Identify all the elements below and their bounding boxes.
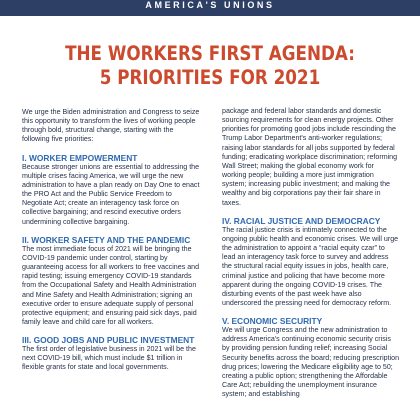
continued-paragraph: package and federal labor standards and domestic sourcing requirements for clean energy projects. Other priorities for promoting good jobs include rescinding the Trump Labor Department's anti-worker regulations; raising labor standards for all jobs supported by federal funding; eradicating workplace discrimination; reforming Wall Street; making the global economy work for working people; building a more just immigration system; increasing public investment; and making the wealthy and big corporations pay their fair share in taxes. bbox=[222, 107, 398, 207]
intro-paragraph: We urge the Biden administration and Congress to seize this opportunity to transform the lives of working people through bold, structural change, starting with the following five priorities: bbox=[22, 108, 200, 144]
section-heading-racial-justice: IV. RACIAL JUSTICE AND DEMOCRACY bbox=[222, 215, 381, 226]
title-line-1: THE WORKERS FIRST AGENDA: bbox=[65, 42, 355, 65]
left-column bbox=[22, 108, 200, 373]
right-column bbox=[222, 107, 400, 399]
section-heading-worker-safety: II. WORKER SAFETY AND THE PANDEMIC bbox=[22, 234, 191, 245]
section-body-racial-justice: The racial justice crisis is intimately connected to the ongoing public health and economic crises. We will urge the administration to appoint a “racial equity czar” to lead an interagency task force to survey and address the structural racial equity issues in jobs, health care, criminal justice and policing that have become more apparent during the ongoing COVID-19 crises. The disturbing events of the past week have also underscored the pressing need for democracy reform. bbox=[222, 225, 399, 307]
section-body-economic-security: We will urge Congress and the new administration to address America's continuing economic security crisis by providing pension funding relief; increasing Social Security benefits across the board; reducing prescription drug prices; lowering the Medicare eligibility age to 50; creating a public option; strengthening the Affordable Care Act; rebuilding the unemployment insurance system; and establishing bbox=[222, 326, 400, 399]
section-body-worker-empowerment: Because stronger unions are essential to addressing the multiple crises facing America, we will urge the new administration to have a plan ready on Day One to enact the PRO Act and the Public Service Freedom to Negotiate Act; create an interagency task force on collective bargaining; and rescind executive orders undermining collective bargaining. bbox=[22, 162, 200, 226]
page-title bbox=[29, 42, 390, 90]
title-line-2: 5 PRIORITIES FOR 2021 bbox=[99, 66, 321, 89]
section-heading-good-jobs: III. GOOD JOBS AND PUBLIC INVESTMENT bbox=[22, 335, 195, 346]
section-body-worker-safety: The most immediate focus of 2021 will be bringing the COVID-19 pandemic under control, starting by guaranteeing access for all workers to free vaccines and rapid testing; issuing emergency COVID-19 standards from the Occupational Safety and Health Administration and Mine Safety and Health Administration; signing an executive order to ensure adequate supply of personal protective equipment; and ensuring paid sick days, paid family leave and child care for all workers. bbox=[22, 244, 200, 326]
section-heading-worker-empowerment: I. WORKER EMPOWERMENT bbox=[22, 152, 138, 163]
section-heading-economic-security: V. ECONOMIC SECURITY bbox=[222, 316, 323, 327]
banner-text: AMERICA'S UNIONS bbox=[145, 0, 275, 10]
top-banner bbox=[0, 0, 420, 16]
section-body-good-jobs: The first order of legislative business in 2021 will be the next COVID-19 bill, which must include $1 trillion in flexible grants for state and local governments. bbox=[22, 345, 196, 372]
